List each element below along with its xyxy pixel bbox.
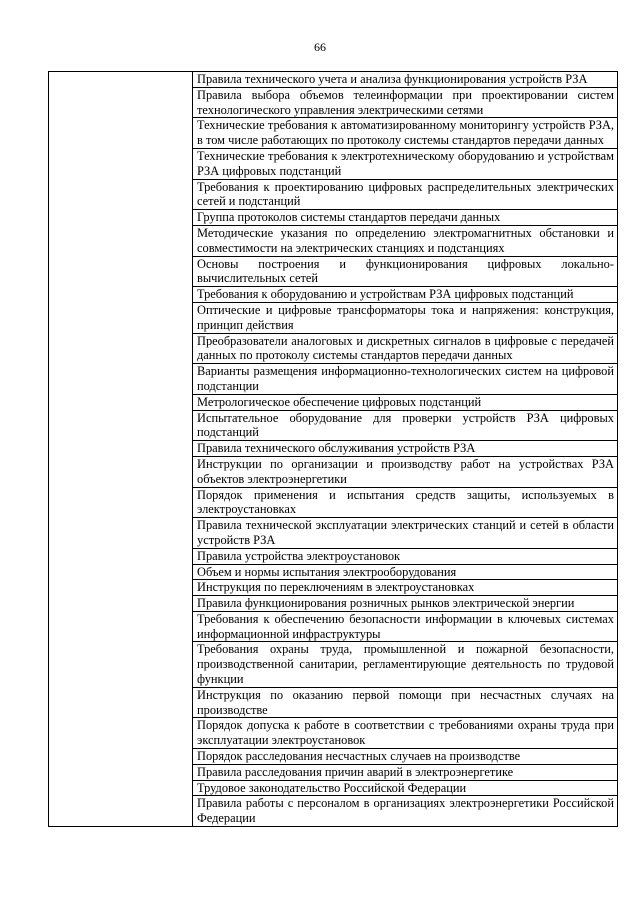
- row-text-cell: Порядок применения и испытания средств защиты, используемых в электроустановках: [193, 487, 618, 518]
- row-text-cell: Правила расследования причин аварий в электроэнергетике: [193, 764, 618, 780]
- row-text-cell: Правила технического учета и анализа функционирования устройств РЗА: [193, 72, 618, 88]
- row-text-cell: Правила функционирования розничных рынков электрической энергии: [193, 596, 618, 612]
- row-text-cell: Инструкция по оказанию первой помощи при несчастных случаях на производстве: [193, 687, 618, 718]
- row-text-cell: Технические требования к автоматизированному мониторингу устройств РЗА, в том числе работающих по протоколу системы стандартов передачи данных: [193, 118, 618, 149]
- row-text-cell: Оптические и цифровые трансформаторы тока и напряжения: конструкция, принцип действия: [193, 302, 618, 333]
- row-text-cell: Испытательное оборудование для проверки устройств РЗА цифровых подстанций: [193, 410, 618, 441]
- row-text-cell: Инструкция по переключениям в электроустановках: [193, 580, 618, 596]
- row-text-cell: Требования к обеспечению безопасности информации в ключевых системах информационной инфраструктуры: [193, 611, 618, 642]
- row-text-cell: Инструкции по организации и производству работ на устройствах РЗА объектов электроэнергетики: [193, 456, 618, 487]
- row-text-cell: Метрологическое обеспечение цифровых подстанций: [193, 394, 618, 410]
- knowledge-table: [48, 71, 618, 827]
- row-text-cell: Технические требования к электротехническому оборудованию и устройствам РЗА цифровых подстанций: [193, 148, 618, 179]
- row-text-cell: Требования к проектированию цифровых распределительных электрических сетей и подстанций: [193, 179, 618, 210]
- row-text-cell: Требования охраны труда, промышленной и пожарной безопасности, производственной санитарии, регламентирующие деятельность по трудовой функции: [193, 642, 618, 687]
- row-label-cell: [49, 72, 193, 827]
- row-text-cell: Правила выбора объемов телеинформации при проектировании систем технологического управления электрическими сетями: [193, 87, 618, 118]
- row-text-cell: Методические указания по определению электромагнитных обстановки и совместимости на электрических станциях и подстанциях: [193, 225, 618, 256]
- row-text-cell: Правила технического обслуживания устройств РЗА: [193, 441, 618, 457]
- row-text-cell: Требования к оборудованию и устройствам РЗА цифровых подстанций: [193, 287, 618, 303]
- row-text-cell: Порядок расследования несчастных случаев на производстве: [193, 749, 618, 765]
- row-text-cell: Правила устройства электроустановок: [193, 548, 618, 564]
- row-text-cell: Варианты размещения информационно-технологических систем на цифровой подстанции: [193, 364, 618, 395]
- row-text-cell: Преобразователи аналоговых и дискретных сигналов в цифровые с передачей данных по протоколу системы стандартов передачи данных: [193, 333, 618, 364]
- table-row: [49, 72, 618, 88]
- row-text-cell: Группа протоколов системы стандартов передачи данных: [193, 210, 618, 226]
- row-text-cell: Объем и нормы испытания электрооборудования: [193, 564, 618, 580]
- row-text-cell: Основы построения и функционирования цифровых локально-вычислительных сетей: [193, 256, 618, 287]
- page-number: 66: [314, 40, 326, 54]
- row-text-cell: Правила технической эксплуатации электрических станций и сетей в области устройств РЗА: [193, 518, 618, 549]
- row-text-cell: Правила работы с персоналом в организациях электроэнергетики Российской Федерации: [193, 796, 618, 827]
- row-text-cell: Порядок допуска к работе в соответствии с требованиями охраны труда при эксплуатации электроустановок: [193, 718, 618, 749]
- row-text-cell: Трудовое законодательство Российской Федерации: [193, 780, 618, 796]
- table-body: [49, 72, 618, 827]
